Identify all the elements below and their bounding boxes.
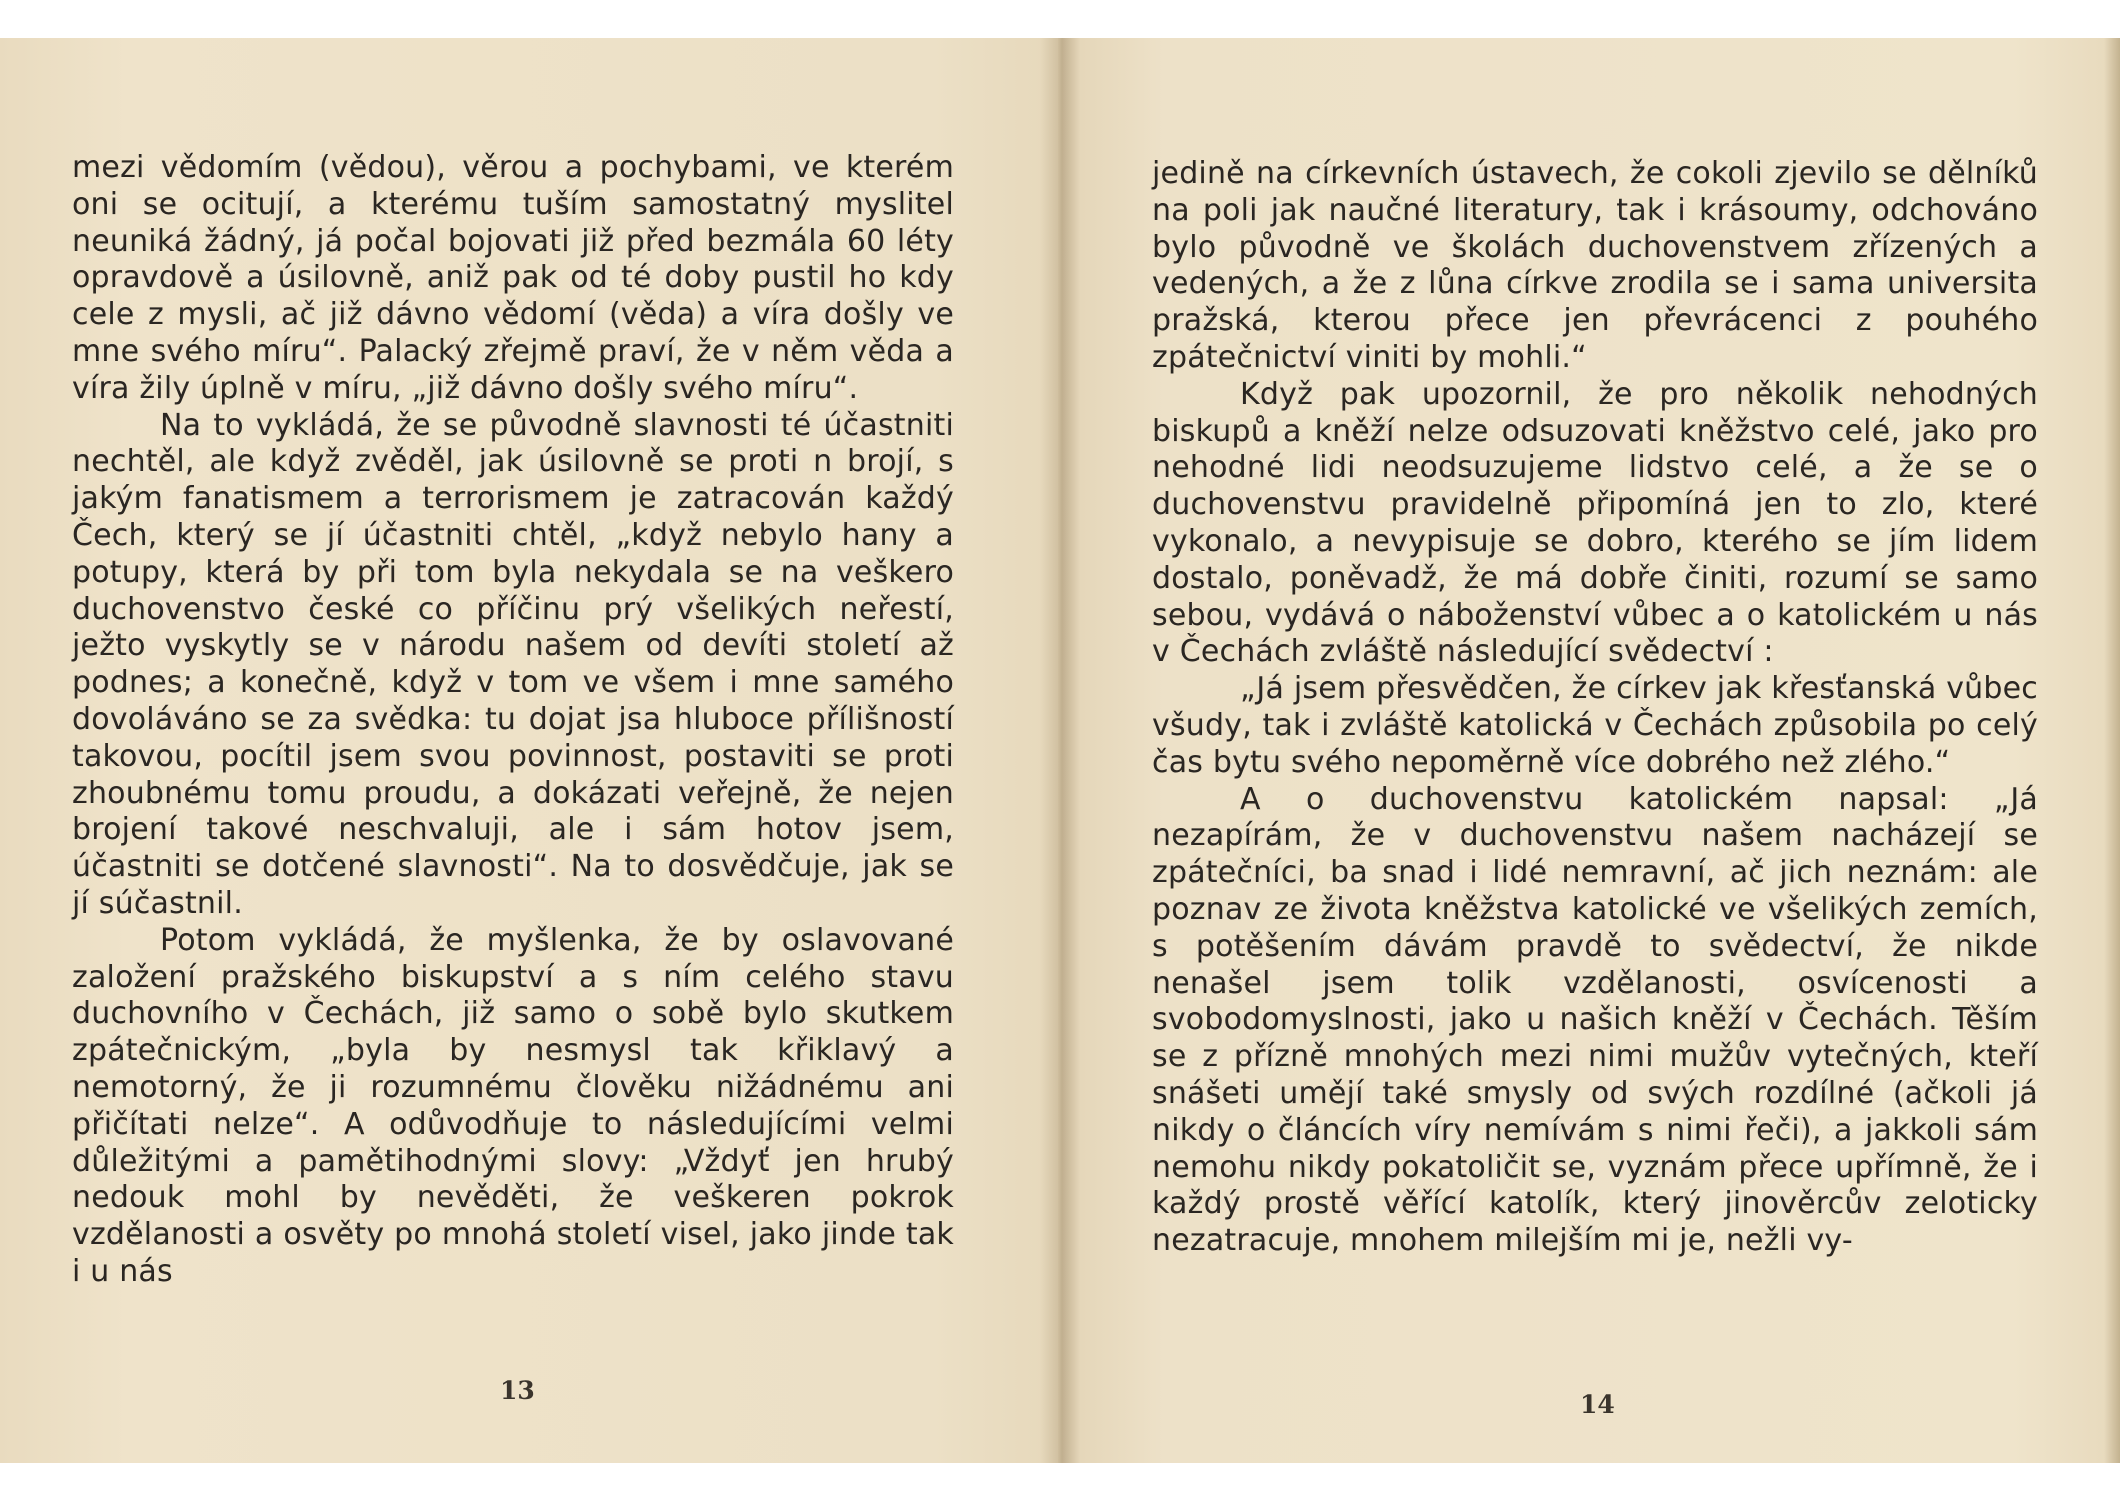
page-number-right: 14 (1580, 1390, 1615, 1419)
page-edge-shadow (2104, 38, 2120, 1463)
book-gutter (1040, 38, 1080, 1463)
paragraph: Potom vykládá, že myšlenka, že by oslavované založení pražského biskupství a s ním celého stavu duchovního v Čechách, již samo o sobě bylo skutkem zpátečnickým, „byla by nesmysl tak křiklavý a nemotorný, že ji rozumnému člověku nižádnému ani přičítati nelze“. A odůvodňuje to následujícími velmi důležitými a pamětihodnými slovy: „Vždyť jen hrubý nedouk mohl by nevěděti, že veškeren pokrok vzdělanosti a osvěty po mnohá století visel, jako jinde tak i u nás (72, 922, 954, 1289)
paragraph: mezi vědomím (vědou), věrou a pochybami, ve kterém oni se ocitují, a kterému tuším samostatný myslitel neuniká žádný, já počal bojovati již před bezmála 60 léty opravdově a úsilovně, aniž pak od té doby pustil ho kdy cele z mysli, ač již dávno vědomí (věda) a víra došly ve mne svého míru“. Palacký zřejmě praví, že v něm věda a víra žily úplně v míru, „již dávno došly svého míru“. (72, 150, 954, 406)
page-number-left: 13 (500, 1376, 535, 1405)
paragraph: A o duchovenstvu katolickém napsal: „Já nezapírám, že v duchovenstvu našem nacházejí se zpátečníci, ba snad i lidé nemravní, ač jich neznám: ale poznav ze života kněžstva katolické ve všelikých zemích, s potěšením dávám pravdě to svědectví, že nikde nenašel jsem tolik vzdělanosti, osvícenosti a svobodomyslnosti, jako u našich kněží v Čechách. Těším se z přízně mnohých mezi nimi mužův vytečných, kteří snášeti umějí také smysly od svých rozdílné (ačkoli já nikdy o článcích víry nemívám s nimi řeči), a jakkoli sám nemohu nikdy pokatoličit se, vyznám přece upřímně, že i každý prostě věřící katolík, který jinověrcův zeloticky nezatracuje, mnohem milejším mi je, nežli vy- (1152, 781, 2038, 1259)
book-spread (0, 38, 2120, 1463)
paragraph: Když pak upozornil, že pro několik nehodných biskupů a kněží nelze odsuzovati kněžstvo celé, jako pro nehodné lidi neodsuzujeme lidstvo celé, a že se o duchovenstvu pravidelně připomíná jen to zlo, které vykonalo, a nevypisuje se dobro, kterého se jím lidem dostalo, poněvadž, že má dobře činiti, rozumí se samo sebou, vydává o náboženství vůbec a o katolickém u nás v Čechách zvláště následující svědectví : (1152, 376, 2038, 670)
paragraph: jedině na církevních ústavech, že cokoli zjevilo se dělníků na poli jak naučné literatury, tak i krásoumy, odchováno bylo původně ve školách duchovenstvem zřízených a vedených, a že z lůna církve zrodila se i sama universita pražská, kterou přece jen převrácenci z pouhého zpátečnictví viniti by mohli.“ (1152, 156, 2038, 375)
paragraph: „Já jsem přesvědčen, že církev jak křesťanská vůbec všudy, tak i zvláště katolická v Čechách způsobila po celý čas bytu svého nepoměrně více dobrého než zlého.“ (1152, 671, 2038, 780)
left-page-text (72, 150, 954, 1291)
left-page (0, 38, 1058, 1463)
right-page-text (1152, 156, 2038, 1260)
paragraph: Na to vykládá, že se původně slavnosti té účastniti nechtěl, ale když zvěděl, jak úsilovně se proti n brojí, s jakým fanatismem a terrorismem je zatracován každý Čech, který se jí účastniti chtěl, „když nebylo hany a potupy, která by při tom byla nekydala se na veškero duchovenstvo české co příčinu prý všelikých neřestí, ježto vyskytly se v národu našem od devíti století až podnes; a konečně, když v tom ve všem i mne samého dovoláváno se za svědka: tu dojat jsa hluboce přílišností takovou, pocítil jsem svou povinnost, postaviti se proti zhoubnému tomu proudu, a dokázati veřejně, že nejen brojení takové neschvaluji, ale i sám hotov jsem, účastniti se dotčené slavnosti“. Na to dosvědčuje, jak se jí súčastnil. (72, 407, 954, 921)
